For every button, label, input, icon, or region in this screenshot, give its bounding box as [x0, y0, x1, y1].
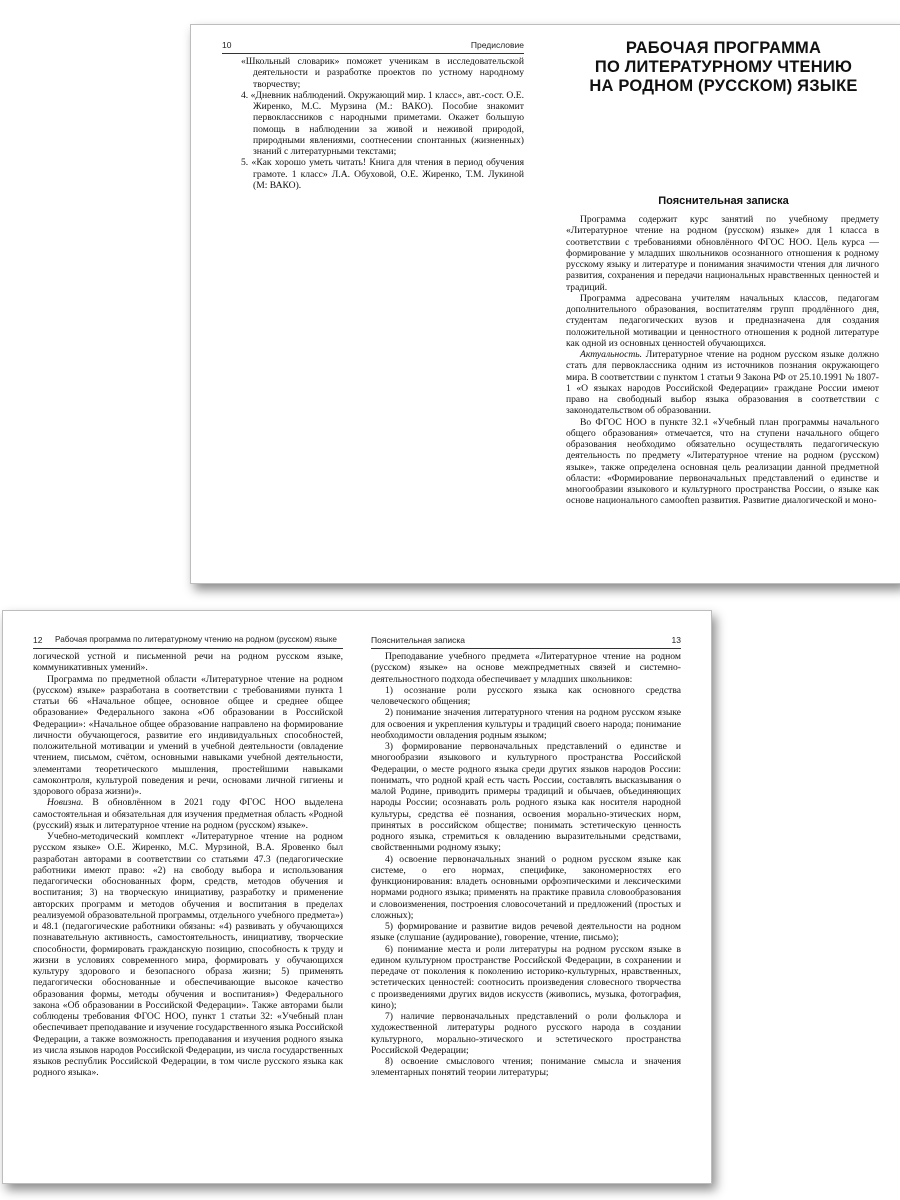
page-12: [3, 611, 357, 1183]
list-item: 1) осознание роли русского языка как основного средства человеческого общения;: [371, 684, 681, 707]
list-item: 3) формирование первоначальных представлений о единстве и многообразии языкового и культурного пространства Российской Федерации, о месте родного языка среди других языков народов России: понимать, что родной край есть часть России, составлять высказывания о малой Родине, приводить примеры традиций и обычаев, объединяющих народы России; осознавать роль родного языка как носителя народной культуры, средства её познания, освоения морально-этических норм, принятых в российском обществе; понимать эстетическую ценность родного языка, стремиться к овладению выразительными средствами, свойственными родному языку;: [371, 741, 681, 854]
paragraph: Актуальность. Литературное чтение на родном русском языке должно стать для первоклассника одним из источников познания окружающего мира. В соответствии с пунктом 1 статьи 9 Закона РФ от 25.10.1991 № 1807-1 «О языках народов Российской Федерации» граждане России имеют право на свободный выбор языка образования в соответствии с законодательством об образовании.: [566, 349, 879, 417]
list-item: 6) понимание места и роли литературы на родном русском языке в едином культурном пространстве Российской Федерации, в сохранении и передаче от поколения к поколению историко-культурных, нравственных, эстетических ценностей: соотносить произведения словесного творчества с произведениями других видов искусств (живопись, музыка, фотография, кино);: [371, 943, 681, 1011]
text-block: [33, 651, 343, 1079]
page-number: 12: [33, 635, 43, 645]
text-block: [237, 56, 524, 191]
page-11: [546, 25, 900, 583]
running-title: Рабочая программа по литературному чтению на родном (русском) языке: [55, 635, 337, 644]
header-rule: [33, 648, 343, 649]
paragraph: Программа адресована учителям начальных классов, педагогам дополнительного образования, воспитателям групп продлённого дня, студентам педагогических вузов и предназначена для создания положительной мотивации и ценностного отношения к родной литературе как одной из основных ценностей обучающихся.: [566, 292, 879, 349]
text-block: [566, 214, 879, 507]
chapter-title: РАБОЧАЯ ПРОГРАММА ПО ЛИТЕРАТУРНОМУ ЧТЕНИЮ НА РОДНОМ (РУССКОМ) ЯЗЫКЕ: [589, 39, 858, 95]
running-title: Пояснительная записка: [371, 635, 466, 645]
paragraph: Программа содержит курс занятий по учебному предмету «Литературное чтение на родном (русском) языке» для 1 класса в соответствии с требованиями обновлённого ФГОС НОО. Цель курса — формирование у младших школьников осознанного отношения к родному русскому языку и литературе и понимания значимости чтения для личного развития, сохранения и передачи национальных нравственных ценностей и традиций.: [566, 214, 879, 293]
list-item: «Школьный словарик» поможет ученикам в исследовательской деятельности и разработке проектов по устному народному творчеству;: [241, 56, 524, 90]
paragraph: Учебно-методический комплект «Литературное чтение на родном русском языке» О.Е. Жиренко, М.С. Мурзиной, В.А. Яровенко был разработан авторами в соответствии со статьями 47.3 (педагогические работники имеют право: «2) на свободу выбора и использования педагогически обоснованных форм, средств, методов обучения и воспитания; 3) на творческую инициативу, разработку и применение авторских программ и методов обучения и воспитания в пределах реализуемой образовательной программы, отдельного учебного предмета») и 48.1 (педагогические работники обязаны: «4) развивать у обучающихся познавательную активность, самостоятельность, инициативу, творческие способности, формировать гражданскую позицию, способность к труду и жизни в условиях современного мира, формировать у обучающихся культуру здорового и безопасного образа жизни; 5) применять педагогически обоснованные и обеспечивающие высокое качество образования формы, методы обучения и воспитания») Федерального закона «Об образовании в Российской Федерации». Также авторами были соблюдены требования ФГОС НОО, пункт 1 статьи 32: «Учебный план обеспечивает преподавание и изучение государственного языка Российской Федерации, а также возможность преподавания и изучения родного языка из числа языков народов Российской Федерации, из числа государственных языков республик Российской Федерации, в том числе русского языка как родного языка».: [33, 831, 343, 1079]
top-book-spread: [190, 24, 900, 584]
page-number: 10: [222, 40, 232, 50]
text-block: [371, 651, 681, 1079]
running-title: Предисловие: [470, 40, 524, 50]
list-item: 5. «Как хорошо уметь читать! Книга для чтения в период обучения грамоте. 1 класс» Л.А. Обуховой, О.Е. Жиренко, Т.М. Лукиной (М: ВАКО).: [241, 157, 525, 191]
bottom-book-spread: [2, 610, 712, 1184]
list-item: 4) освоение первоначальных знаний о родном русском языке как системе, о его нормах, специфике, закономерностях его функционирования: владеть основными орфоэпическими и лексическими нормами родного языка; применять на практике правила словообразования и словоизменения, построения словосочетаний и предложений (простых и сложных);: [371, 853, 681, 921]
page-13: [357, 611, 711, 1183]
paragraph: Преподавание учебного предмета «Литературное чтение на родном (русском) языке» на основе межпредметных связей и системно-деятельностного подхода обеспечивает у младших школьников:: [371, 651, 681, 685]
paragraph: Новизна. В обновлённом в 2021 году ФГОС НОО выделена самостоятельная и обязательная для изучения предметная область «Родной (русский) язык и литературное чтение на родном (русском) языке».: [33, 797, 343, 831]
paragraph: логической устной и письменной речи на родном русском языке, коммуникативных умений».: [33, 651, 343, 674]
list-item: 7) наличие первоначальных представлений о роли фольклора и художественной литературы родного русского народа в создании культурного, морально-этического и эстетического пространства Российской Федерации;: [371, 1011, 681, 1056]
paragraph: Программа по предметной области «Литературное чтение на родном (русском) языке» разработана в соответствии с требованиями пункта 1 статьи 66 «Начальное общее, основное общее и среднее общее образование» Федерального закона «Об образовании в Российской Федерации»: «Начальное общее образование направлено на формирование личности обучающегося, развитие его индивидуальных способностей, положительной мотивации и умений в учебной деятельности (овладение чтением, письмом, счётом, основными навыками учебной деятельности, элементами теоретического мышления, простейшими навыками самоконтроля, культурой поведения и речи, основами личной гигиены и здорового образа жизни)».: [33, 673, 343, 797]
header-rule: [222, 53, 524, 54]
list-item: 4. «Дневник наблюдений. Окружающий мир. 1 класс», авт.-сост. О.Е. Жиренко, М.С. Мурзина (М.: ВАКО). Пособие знакомит первоклассников с народными приметами. Окажет большую помощь в наблюдении за живой и неживой природой, природными явлениями, соотнесении спонтанных (жизненных) знаний с литературными текстами;: [241, 89, 524, 157]
page-number: 13: [671, 635, 681, 645]
list-item: 8) освоение смыслового чтения; понимание смысла и значения элементарных понятий теории литературы;: [371, 1056, 681, 1079]
list-item: 2) понимание значения литературного чтения на родном русском языке для освоения и укрепления культуры и традиций своего народа; понимание необходимости овладения родным языком;: [371, 707, 681, 741]
section-heading: Пояснительная записка: [658, 195, 789, 207]
header-rule: [371, 648, 681, 649]
paragraph: Во ФГОС НОО в пункте 32.1 «Учебный план программы начального общего образования» отмечается, что на ступени начального общего образования необходимо обязательно осуществлять педагогическую деятельность по предмету «Литературное чтение на родном (русском) языке», также определена основная цель реализации данной предметной области: «Формирование первоначальных представлений о единстве и многообразии языкового и культурного пространства России, о языке как основе национального самоoften развития. Развитие диалогической и моно-: [566, 416, 879, 507]
page-10: [191, 25, 546, 583]
list-item: 5) формирование и развитие видов речевой деятельности на родном языке (слушание (аудирование), говорение, чтение, письмо);: [371, 921, 681, 944]
